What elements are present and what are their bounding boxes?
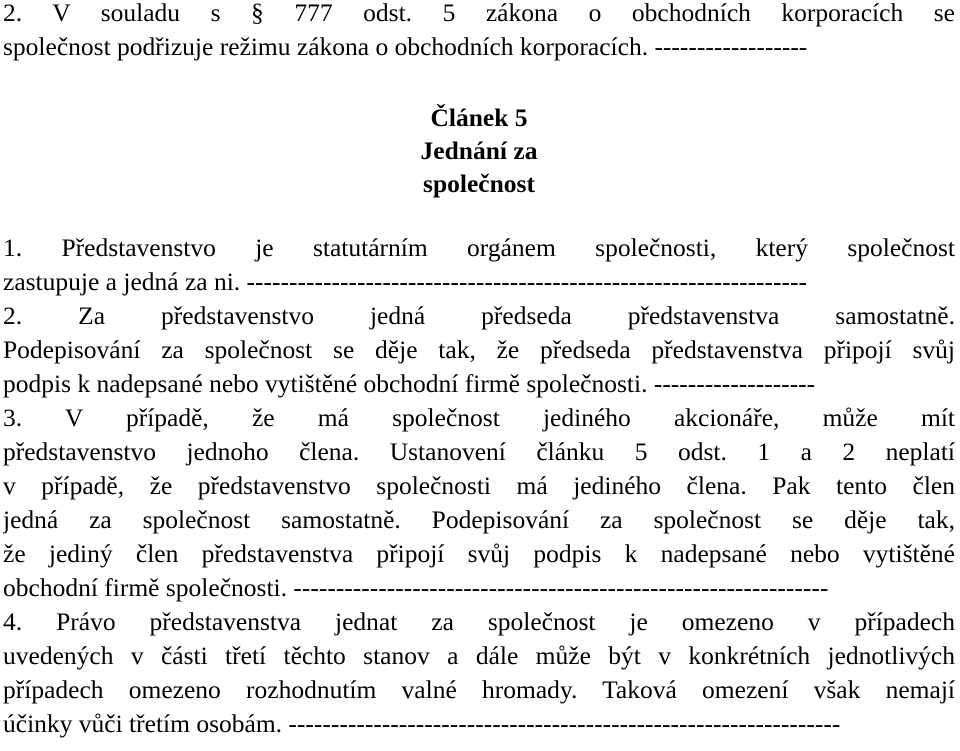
text-line: jedná za společnost samostatně. Podepisování za společnost se děje tak, [3, 505, 955, 534]
text-line: 1. Představenstvo je statutárním orgánem společnosti, který společnost [3, 233, 955, 262]
text-line: společnost podřizuje režimu zákona o obchodních korporacích. ------------------ [3, 32, 808, 61]
article-body [3, 231, 955, 741]
text-line: uvedených v části třetí těchto stanov a dále může být v konkrétních jednotlivých [3, 641, 955, 670]
article-title-line-1: Jednání za [420, 136, 538, 165]
text-line: účinky vůči třetím osobám. ----------------------------------------------------------------- [3, 709, 841, 738]
article-number: Článek 5 [430, 103, 528, 132]
text-line: v případě, že představenstvo společnosti má jediného člena. Pak tento člen [3, 471, 955, 500]
text-line: zastupuje a jedná za ni. ------------------------------------------------------------------ [3, 267, 808, 296]
text-line: 3. V případě, že má společnost jediného akcionáře, může mít [3, 403, 955, 432]
text-line: případech omezeno rozhodnutím valné hromady. Taková omezení však nemají [3, 675, 955, 704]
text-line: představenstvo jednoho člena. Ustanovení článku 5 odst. 1 a 2 neplatí [3, 437, 955, 466]
article-title-line-2: společnost [423, 169, 535, 198]
text-line: 2. Za představenstvo jedná předseda představenstva samostatně. [3, 301, 955, 330]
text-line: podpis k nadepsané nebo vytištěné obchodní firmě společnosti. ------------------- [3, 369, 816, 398]
text-line: že jediný člen představenstva připojí svůj podpis k nadepsané nebo vytištěné [3, 539, 955, 568]
article-heading [3, 101, 955, 200]
text-line: obchodní firmě společnosti. --------------------------------------------------------------- [3, 573, 829, 602]
text-line: 2. V souladu s § 777 odst. 5 zákona o obchodních korporacích se [3, 0, 955, 27]
text-line: 4. Právo představenstva jednat za společnost je omezeno v případech [3, 607, 955, 636]
text-line: Podepisování za společnost se děje tak, že předseda představenstva připojí svůj [3, 335, 955, 364]
section-prev [3, 0, 955, 64]
